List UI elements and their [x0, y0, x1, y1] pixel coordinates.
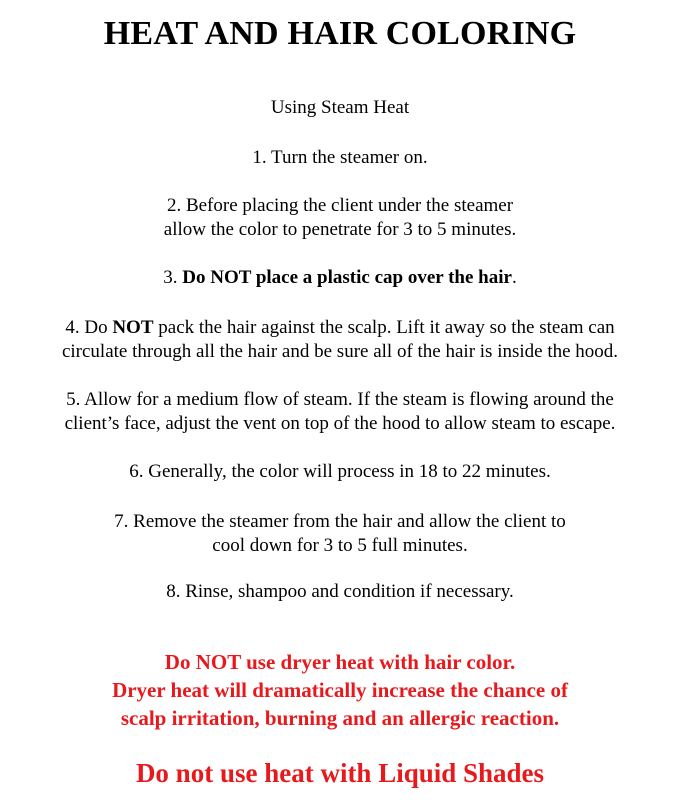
dryer-heat-warning — [0, 648, 680, 732]
page-title: HEAT AND HAIR COLORING — [103, 15, 577, 52]
instruction-step-1 — [0, 146, 680, 170]
instruction-step-8 — [0, 580, 680, 604]
step-3-prefix: 3. — [163, 267, 183, 288]
step-3-suffix: . — [511, 267, 517, 288]
warning-line-3: scalp irritation, burning and an allergic reaction. — [120, 706, 560, 730]
step-8-line-1: 8. Rinse, shampoo and condition if necessary. — [166, 581, 514, 602]
step-4-suffix: pack the hair against the scalp. Lift it away so the steam can — [153, 317, 615, 338]
step-2-line-1: 2. Before placing the client under the steamer — [166, 195, 514, 216]
instruction-step-6 — [0, 460, 680, 484]
step-7-line-1: 7. Remove the steamer from the hair and allow the client to — [114, 511, 566, 532]
warning-line-2: Dryer heat will dramatically increase the chance of — [112, 678, 568, 702]
step-5-line-2: client’s face, adjust the vent on top of the hood to allow steam to escape. — [64, 413, 616, 434]
step-6-line-1: 6. Generally, the color will process in 18 to 22 minutes. — [129, 461, 551, 482]
instruction-step-7 — [0, 510, 680, 558]
instruction-step-3 — [0, 266, 680, 290]
instruction-step-2 — [0, 194, 680, 242]
step-3-bold-text: Do NOT place a plastic cap over the hair — [182, 267, 512, 288]
warning-line-1: Do NOT use dryer heat with hair color. — [164, 650, 516, 674]
step-4-prefix: 4. Do — [65, 317, 113, 338]
section-subtitle: Using Steam Heat — [270, 97, 410, 118]
step-5-line-1: 5. Allow for a medium flow of steam. If the steam is flowing around the — [66, 389, 614, 410]
step-7-line-2: cool down for 3 to 5 full minutes. — [212, 535, 468, 556]
step-4-line-2: circulate through all the hair and be sure all of the hair is inside the hood. — [61, 341, 619, 362]
step-2-line-2: allow the color to penetrate for 3 to 5 minutes. — [163, 219, 517, 240]
step-4-bold-text: NOT — [112, 317, 154, 338]
liquid-shades-warning: Do not use heat with Liquid Shades — [135, 758, 545, 788]
step-1-line-1: 1. Turn the steamer on. — [252, 147, 428, 168]
step-3-line-1 — [0, 266, 680, 290]
instruction-step-4 — [0, 316, 680, 364]
step-4-line-1 — [0, 316, 680, 340]
instruction-step-5 — [0, 388, 680, 436]
